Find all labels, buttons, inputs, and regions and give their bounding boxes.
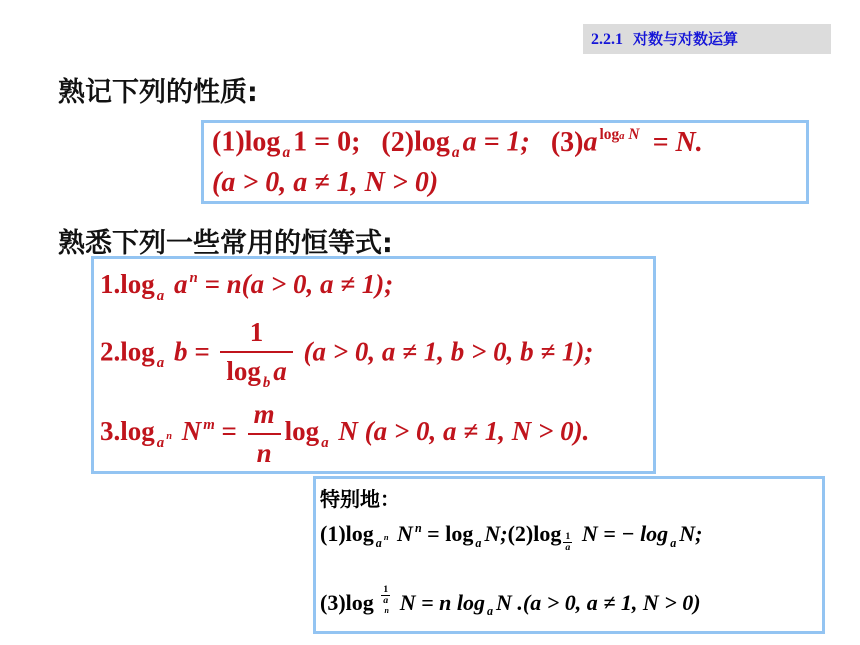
section-title: 对数与对数运算 — [633, 30, 739, 48]
properties-heading: 熟记下列的性质: — [58, 77, 258, 108]
special-line-2: (3)log 1 a $^n$ N = n log $_a$ N .(a > 0, a ≠ 1, N > 0) — [320, 584, 701, 619]
identity-2-fraction: $\frac{1}{\log _b a}$ — [220, 317, 292, 392]
property-line-1: (1)log $_a$ 1 = 0; (2)log $_a$ a = 1; (3)a $^{loga N}$ = N. — [212, 126, 703, 162]
identity-1: 1.log $_a$ a $^n$ = n(a > 0, a ≠ 1); — [100, 269, 394, 304]
special-title: 特别地： — [320, 487, 400, 511]
properties-box — [201, 120, 809, 204]
identities-heading: 熟悉下列一些常用的恒等式: — [58, 228, 393, 259]
identity-3: 3.log $_{a ^n}$ N $^m$ = $\frac{m}{n}$ log $_a$ N (a > 0, a ≠ 1, N > 0). — [100, 399, 590, 468]
special-box — [313, 476, 825, 634]
identities-box — [91, 256, 656, 474]
identity-2: 2.log $_a$ b = $\frac{1}{\log _b a}$ (a > 0, a ≠ 1, b > 0, b ≠ 1); — [100, 317, 594, 391]
identity-3-fraction: $\frac{m}{n}$ — [248, 399, 281, 469]
property-line-2: (a > 0, a ≠ 1, N > 0) — [212, 167, 439, 198]
section-tag — [583, 24, 831, 54]
special-line-1: (1)log $_{a ^n}$ N $^n$ = log $_a$ N;(2)log $\frac{1}{a}$ N = − log $_a$ N; — [320, 521, 703, 553]
section-number: 2.2.1 — [591, 31, 623, 48]
